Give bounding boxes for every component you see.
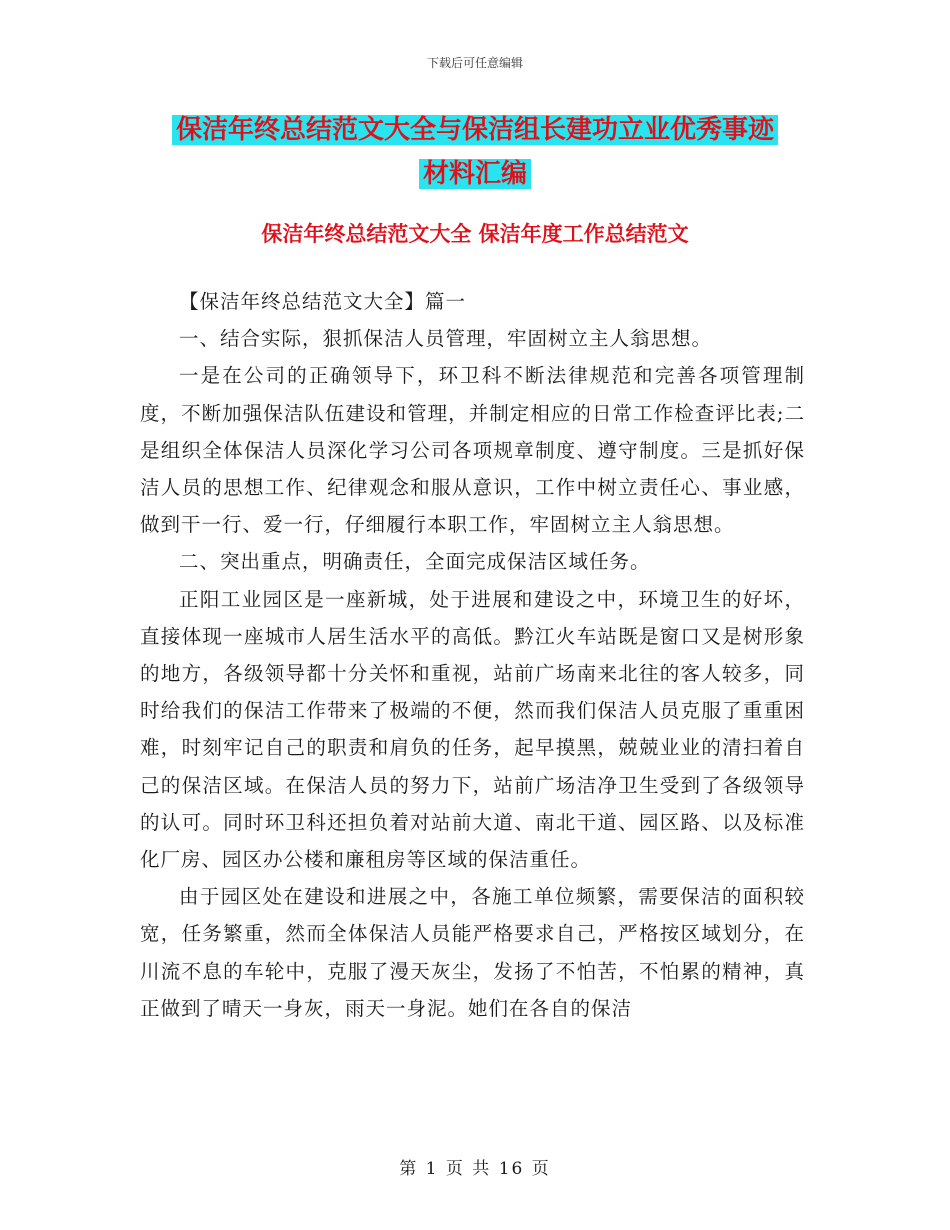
title-line-2: 材料汇编 [419,159,531,189]
document-body [140,283,805,1027]
section-subtitle: 保洁年终总结范文大全 保洁年度工作总结范文 [261,222,689,246]
paragraph: 【保洁年终总结范文大全】篇一 [179,290,467,313]
paragraph: 一、结合实际，狠抓保洁人员管理，牢固树立主人翁思想。 [179,327,713,351]
title-line-1: 保洁年终总结范文大全与保洁组长建功立业优秀事迹 [172,115,778,145]
paragraph: 二、突出重点，明确责任，全面完成保洁区域任务。 [179,550,651,574]
document-title [140,108,810,196]
paragraph: 一是在公司的正确领导下，环卫科不断法律规范和完善各项管理制度，不断加强保洁队伍建设和管理，并制定相应的日常工作检查评比表;二是组织全体保洁人员深化学习公司各项规章制度、遵守制度。三是抓好保洁人员的思想工作、纪律观念和服从意识，工作中树立责任心、事业感，做到干一行、爱一行，仔细履行本职工作，牢固树立主人翁思想。 [140,364,805,537]
header-note: 下载后可任意编辑 [426,56,523,70]
paragraph: 由于园区处在建设和进展之中，各施工单位频繁，需要保洁的面积较宽，任务繁重，然而全体保洁人员能严格要求自己，严格按区域划分，在川流不息的车轮中，克服了漫天灰尘，发扬了不怕苦，不怕累的精神，真 正做到了晴天一身灰，雨天一身泥。她们在各自的保洁 [140,885,805,1020]
page-footer: 第 1 页 共 16 页 [399,1159,551,1179]
paragraph: 正阳工业园区是一座新城，处于进展和建设之中，环境卫生的好坏，直接体现一座城市人居生活水平的高低。黔江火车站既是窗口又是树形象的地方，各级领导都十分关怀和重视，站前广场南来北往的客人较多，同时给我们的保洁工作带来了极端的不便，然而我们保洁人员克服了重重困难，时刻牢记自己的职责和肩负的任务，起早摸黑，兢兢业业的清扫着自己的保洁区域。在保洁人员的努力下，站前广场洁净卫生受到了各级领导的认可。同时环卫科还担负着对站前大道、南北干道、园区路、以及标准化厂房、园区办公楼和廉租房等区域的保洁重任。 [140,587,805,872]
